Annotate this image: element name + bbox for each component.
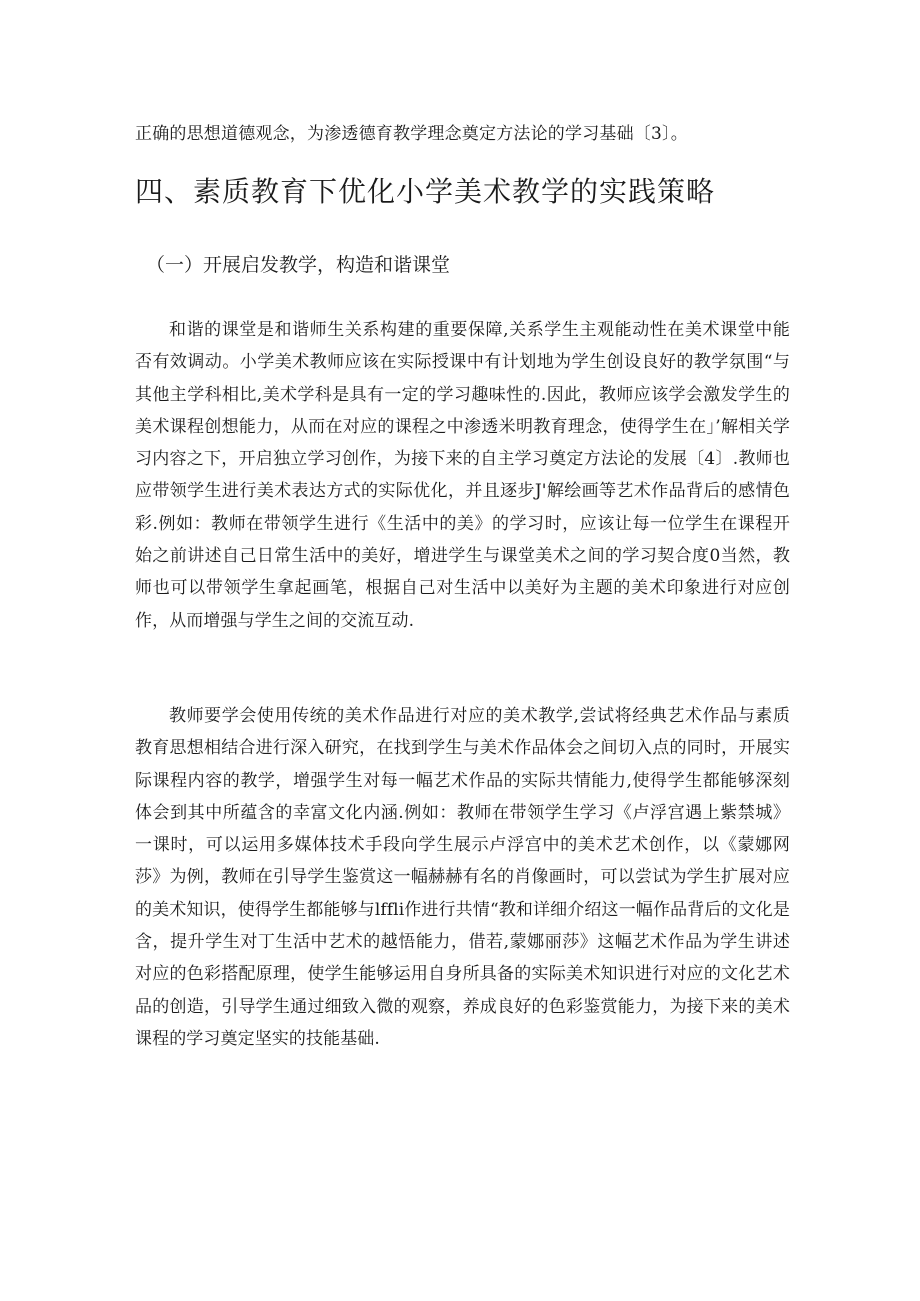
section-heading: 四、素质教育下优化小学美术教学的实践策略 bbox=[135, 175, 716, 208]
body-paragraph: 和谐的课堂是和谐师生关系构建的重要保障,关系学生主观能动性在美术课堂中能否有效调动。小学美术教师应该在实际授课中有计划地为学生创设良好的教学氛围“与其他主学科相比,美术学科是具有一定的学习趣味性的.因此，教师应该学会激发学生的美术课程创想能力，从而在对应的课程之中渗透米明教育理念，使得学生在」’解相关学习内容之下，开启独立学习创作，为接下来的自主学习奠定方法论的发展〔4〕.教师也应带领学生进行美术表达方式的实际优化，并且逐步J'解绘画等艺术作品背后的感情色彩.例如：教师在带领学生进行《生活中的美》的学习时，应该让每一位学生在课程开始之前讲述自己日常生活中的美好，增进学生与课堂美术之间的学习契合度0当然，教师也可以带领学生拿起画笔，根据自己对生活中以美好为主题的美术印象进行对应创作，从而增强与学生之间的交流互动. bbox=[135, 320, 790, 631]
continuation-text: 正确的思想道德观念，为渗透德育教学理念奠定方法论的学习基础〔3〕。 bbox=[135, 124, 688, 144]
subsection-heading: （一）开展启发教学，构造和谐课堂 bbox=[146, 254, 451, 276]
body-paragraph: 教师要学会使用传统的美术作品进行对应的美术教学,尝试将经典艺术作品与素质教育思想相结合进行深入研究，在找到学生与美术作品体会之间切入点的同时，开展实际课程内容的教学，增强学生对每一幅艺术作品的实际共情能力,使得学生都能够深刻体会到其中所蕴含的幸富文化内涵.例如：教师在带领学生学习《卢浮宫遇上紫禁城》一课时，可以运用多媒体技术手段向学生展示卢浮宫中的美术艺术创作，以《蒙娜网莎》为例，教师在引导学生鉴赏这一幅赫赫有名的肖像画时，可以尝试为学生扩展对应的美术知识，使得学生都能够与lffli作进行共情“教和详细介绍这一幅作品背后的文化是含，提升学生对丁生活中艺术的越悟能力，借若,蒙娜丽莎》这幅艺术作品为学生讲述对应的色彩搭配原理，使学生能够运用自身所具备的实际美术知识进行对应的文化艺术品的创造，引导学生通过细致入微的观察，养成良好的色彩鉴赏能力，为接下来的美术课程的学习奠定坚实的技能基础. bbox=[135, 706, 790, 1049]
